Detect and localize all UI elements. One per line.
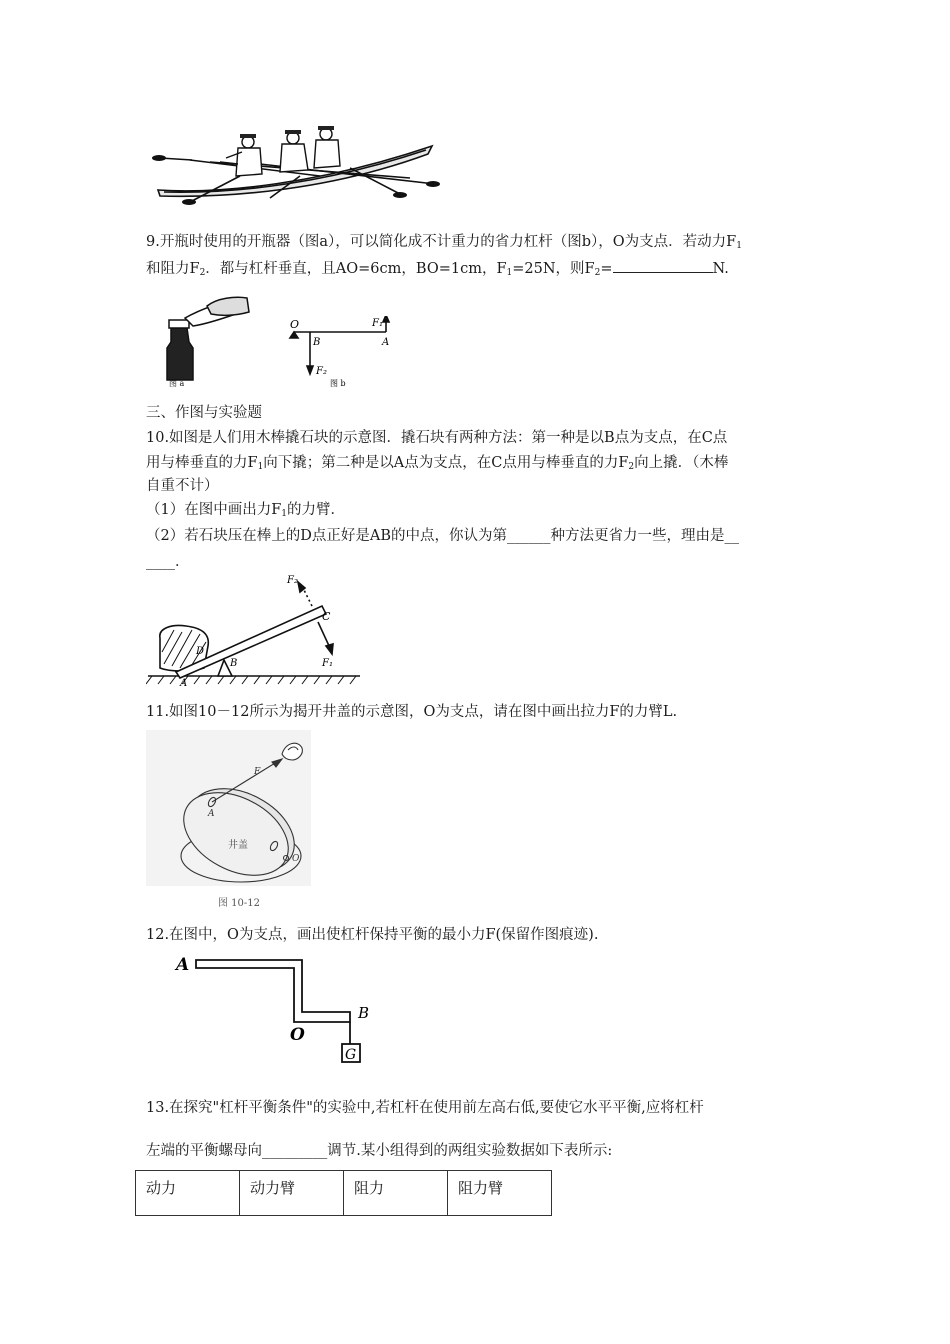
q11-label-f: F: [254, 767, 261, 777]
q12-label-g: G: [345, 1047, 357, 1063]
table-header-cell: 动力臂: [240, 1171, 344, 1216]
q12-text: 12.在图中，O为支点，画出使杠杆保持平衡的最小力F(保留作图痕迹).: [146, 927, 599, 943]
q10-part-1: （1）在图中画出力$F_1$的力臂．: [146, 502, 346, 519]
q9-line-1: 9.开瓶时使用的开瓶器（图a），可以简化成不计重力的省力杠杆（图b），O为支点．若动力$F_1$: [146, 234, 742, 251]
q10-label-f1: F₁: [322, 658, 333, 669]
fig-b-label-f2: F₂: [316, 366, 327, 377]
q9-answer-blank[interactable]: [613, 258, 713, 273]
q10-line-2: 用与棒垂直的力$F_1$向下撬；第二种是以A点为支点，在C点用与棒垂直的力$F_2$向上撬．（木棒: [146, 455, 729, 472]
experiment-data-table: [135, 1170, 552, 1216]
table-header-cell: 阻力: [344, 1171, 448, 1216]
q10-line-3: 自重不计）: [146, 478, 219, 494]
table-row: [136, 1171, 552, 1216]
q10-part-2-cont: ____．: [146, 554, 190, 570]
q9-line-2: 和阻力$F_2$．都与杠杆垂直，且AO=6cm，BO=1cm，$F_1=25N$，则$F_2= N$.: [146, 258, 729, 283]
q13-line-2: 左端的平衡螺母向_________调节.某小组得到的两组实验数据如下表所示:: [146, 1143, 613, 1159]
q13-answer-blank[interactable]: _________: [262, 1143, 328, 1159]
q10-part-2: （2）若石块压在棒上的D点正好是AB的中点，你认为第______种方法更省力一些，理由是__: [146, 528, 739, 544]
table-header-cell: 动力: [136, 1171, 240, 1216]
q11-label-cover: 井盖: [228, 840, 248, 851]
bent-lever-figure: [172, 952, 382, 1066]
fig-b-caption: 图 b: [330, 379, 346, 388]
q10-line-1: 10.如图是人们用木棒撬石块的示意图．撬石块有两种方法：第一种是以B点为支点，在C点: [146, 430, 728, 446]
bottle-opener-figure-a: [155, 290, 255, 388]
q11-fig-caption: 图 10-12: [218, 898, 261, 909]
manhole-cover-figure: [146, 730, 311, 910]
q12-label-o: O: [290, 1025, 305, 1045]
q10-label-f2: F₂: [287, 575, 298, 586]
q10-label-d: D: [196, 646, 205, 657]
q11-label-o: O: [292, 854, 300, 864]
prying-rock-figure: [146, 572, 366, 688]
q11-label-a: A: [208, 809, 215, 819]
q13-line-1: 13.在探究"杠杆平衡条件"的实验中,若杠杆在使用前左高右低,要使它水平平衡,应将杠杆: [146, 1100, 704, 1116]
fig-b-label-b: B: [313, 337, 321, 348]
q10-label-c: C: [322, 610, 331, 623]
rowing-boat-illustration: [150, 124, 440, 206]
fig-b-label-a: A: [382, 337, 390, 348]
q10-label-a: A: [180, 678, 188, 688]
q10-label-b: B: [230, 658, 238, 669]
lever-diagram-figure-b: [286, 316, 396, 390]
q12-label-b: B: [358, 1004, 370, 1022]
fig-b-label-o: O: [290, 318, 300, 331]
section-3-title: 三、作图与实验题: [146, 405, 262, 421]
q11-text: 11.如图10－12所示为揭开井盖的示意图，O为支点，请在图中画出拉力F的力臂L.: [146, 704, 678, 720]
table-header-cell: 阻力臂: [448, 1171, 552, 1216]
q12-label-a: A: [176, 955, 190, 975]
fig-a-caption: 图 a: [169, 379, 185, 388]
fig-b-label-f1: F₁: [372, 318, 383, 329]
